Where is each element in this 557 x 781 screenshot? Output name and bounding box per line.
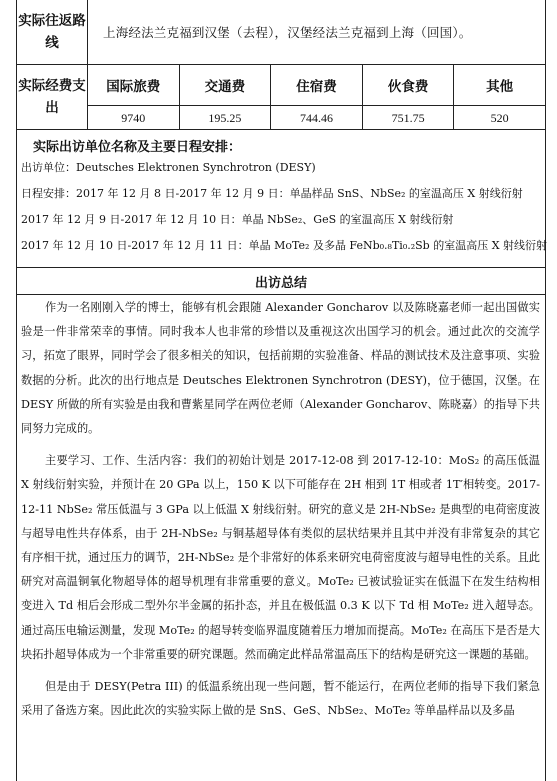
form-page <box>16 0 546 781</box>
expense-value-meals: 751.75 <box>363 106 455 130</box>
schedule-item-3: 2017 年 12 月 10 日-2017 年 12 月 11 日：单晶 MoTe₂ 及多晶 FeNb₀.₈Ti₀.₂Sb 的室温高压 X 射线衍射 <box>21 239 548 252</box>
expense-value-other: 520 <box>490 110 509 125</box>
schedule-section <box>17 130 548 266</box>
route-row <box>17 0 545 65</box>
expense-header-transport: 交通费 <box>180 65 272 105</box>
summary-paragraph-1: 作为一名刚刚入学的博士，能够有机会跟随 Alexander Goncharov 以及陈晓嘉老师一起出国做实验是一件非常荣幸的事情。同时我本人也非常的珍惜以及重视这次出国学习的机会。通过此次的交流学习，拓宽了眼界，同时学会了很多相关的知识，包括前期的实验准备、样品的测试技术及注意事项、实验数据的分析。此次的出行地点是 Deutsches Elektronen Synchrotron (DESY)，位于德国，汉堡。在 DESY 所做的所有实验是由我和曹紫星同学在两位老师（Alexander Goncharov、陈晓嘉）的指导下共同努力完成的。 <box>21 301 540 436</box>
schedule-item-1: 日程安排：2017 年 12 月 8 日-2017 年 12 月 9 日：单晶样品 SnS、NbSe₂ 的室温高压 X 射线衍射 <box>21 187 523 200</box>
expenses-header-row <box>88 65 545 106</box>
expense-header-other: 其他 <box>486 79 514 95</box>
summary-paragraph-2: 主要学习、工作、生活内容：我们的初始计划是 2017-12-08 到 2017-12-10：MoS₂ 的高压低温 X 射线衍射实验，并预计在 20 GPa 以上，150 K 以下可能存在 2H 相到 1T 相或者 1T′相转变。2017-12-11 NbSe₂ 常压低温与 3 GPa 以上低温 X 射线衍射。研究的意义是 2H-NbSe₂ 是典型的电荷密度波与超导电性共存体系，由于 2H-NbSe₂ 与铜基超导体有类似的层状结果并且其中并没有非常复杂的其它有序相干扰，通过压力的调节，2H-NbSe₂ 是个非常好的体系来研究电荷密度波与超导电性的关系。且此研究对高温铜氧化物超导体的超导机理有非常重要的意义。MoTe₂ 已被试验证实在低温下在发生结构相变进入 Td 相后会形成二型外尔半金属的拓扑态，并且在极低温 0.3 K 以下 Td 相 MoTe₂ 进入超导态。通过高压电输运测量，发现 MoTe₂ 的超导转变临界温度随着压力增加而提高。MoTe₂ 在高压下是否是大块拓扑超导体成为一个非常重要的研究课题。然而确定此样品常温高压下的结构是研究这一课题的基础。 <box>21 454 540 661</box>
expenses-table <box>88 65 545 129</box>
route-text: 上海经法兰克福到汉堡（去程），汉堡经法兰克福到上海（回国）。 <box>103 25 472 40</box>
expenses-row <box>17 65 545 130</box>
schedule-item-2: 2017 年 12 月 9 日-2017 年 12 月 10 日：单晶 NbSe₂、GeS 的室温高压 X 射线衍射 <box>21 213 454 226</box>
expenses-label: 实际经费支出 <box>17 65 88 129</box>
expense-value-lodging: 744.46 <box>271 106 363 130</box>
schedule-title: 实际出访单位名称及主要日程安排： <box>33 140 242 155</box>
summary-title: 出访总结 <box>17 267 545 295</box>
expense-header-lodging: 住宿费 <box>271 65 363 105</box>
summary-body <box>21 296 540 731</box>
summary-paragraph-3: 但是由于 DESY(Petra III) 的低温系统出现一些问题，暂不能运行，在两位老师的指导下我们紧急采用了备选方案。因此此次的实验实际上做的是 SnS、GeS、NbSe₂、MoTe₂ 等单晶样品以及多晶 <box>21 680 540 718</box>
route-label: 实际往返路线 <box>17 0 88 64</box>
schedule-unit: 出访单位：Deutsches Elektronen Synchrotron (DESY) <box>21 161 316 174</box>
expenses-value-row <box>88 106 545 130</box>
expense-value-intl-travel: 9740 <box>88 106 180 130</box>
expense-value-transport: 195.25 <box>180 106 272 130</box>
expense-header-intl-travel: 国际旅费 <box>88 65 180 105</box>
expense-header-meals: 伙食费 <box>363 65 455 105</box>
